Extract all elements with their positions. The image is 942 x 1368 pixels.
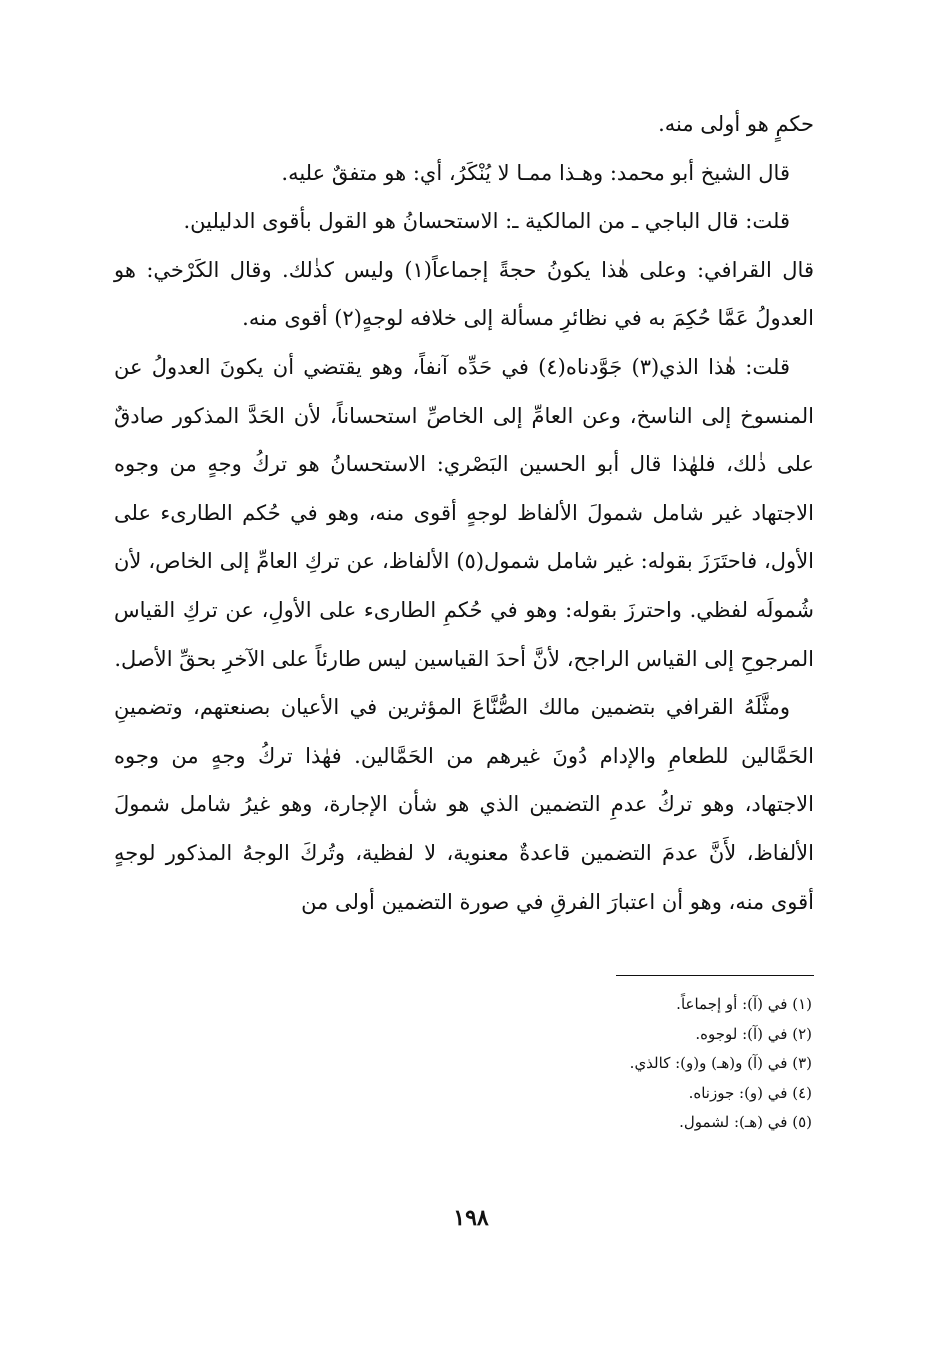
paragraph-1: حكمٍ هو أولى منه. [658, 112, 814, 136]
footnote-1: (١) في (آ): أو إجماعاً. [676, 995, 812, 1013]
paragraph-4: قال القرافي: وعلى هٰذا يكونُ حجةً إجماعاً(١) وليس كذٰلك. وقال الكَرْخي: هو العدولُ عَمَّا حُكِمَ به في نظائرِ مسألة إلى خلافه لوجهٍ(٢) أقوى منه. [114, 257, 814, 331]
footnote-divider [616, 975, 814, 976]
footnote-3: (٣) في (آ) و(هـ) و(و): كالذي. [629, 1054, 812, 1072]
paragraph-2: قال الشيخ أبو محمد: وهـذا ممـا لا يُنْكَرُ، أي: هو متفقٌ عليه. [281, 160, 790, 185]
paragraph-3: قلت: قال الباجي ـ من المالكية ـ: الاستحسانُ هو القول بأقوى الدليلين. [183, 209, 790, 234]
main-text [114, 100, 814, 926]
paragraph-6: ومثَّلَهُ القرافي بتضمين مالك الصُّنَّاعَ المؤثرين في الأعيان بصنعتهم، وتضمينِ الحَمَّالين للطعامِ والإدام دُونَ غيرهم من الحَمَّالين. فهٰذا تركُ وجهٍ من وجوه الاجتهاد، وهو تركُ عدمِ التضمين الذي هو شأن الإجارة، وهو غيرُ شامل شمولَ الألفاظ، لأَنَّ عدمَ التضمين قاعدةٌ معنوية، لا لفظية، وتُركَ الوجهُ المذكور لوجهٍ أقوى منه، وهو أن اعتبارَ الفرقِ في صورة التضمين أولى من [114, 695, 814, 914]
page-number: ١٩٨ [453, 1205, 489, 1231]
footnotes [400, 990, 812, 1138]
footnote-5: (٥) في (هـ): لشمول. [679, 1113, 812, 1131]
paragraph-5: قلت: هٰذا الذي(٣) جَوَّدناه(٤) في حَدِّه آنفاً، وهو يقتضي أن يكونَ العدولُ عن المنسوخ إلى الناسخ، وعن العامِّ إلى الخاصِّ استحساناً، لأن الحَدَّ المذكور صادقٌ على ذٰلك، فلهٰذا قال أبو الحسين البَصْري: الاستحسانُ هو تركُ وجهٍ من وجوه الاجتهاد غير شامل شمولَ الألفاظ لوجهٍ أقوى منه، وهو في حُكم الطارىء على الأول، فاحتَرَزَ بقوله: غير شامل شمول(٥) الألفاظ، عن تركِ العامِّ إلى الخاص، لأن شُمولَه لفظي. واحترزَ بقوله: وهو في حُكمِ الطارىء على الأولِ، عن تركِ القياس المرجوحِ إلى القياس الراجح، لأنَّ أحدَ القياسين ليس طارئاً على الآخرِ بحقِّ الأصل. [114, 354, 815, 671]
footnote-4: (٤) في (و): جوزناه. [688, 1083, 812, 1102]
footnote-2: (٢) في (آ): لوجوه. [695, 1024, 812, 1043]
